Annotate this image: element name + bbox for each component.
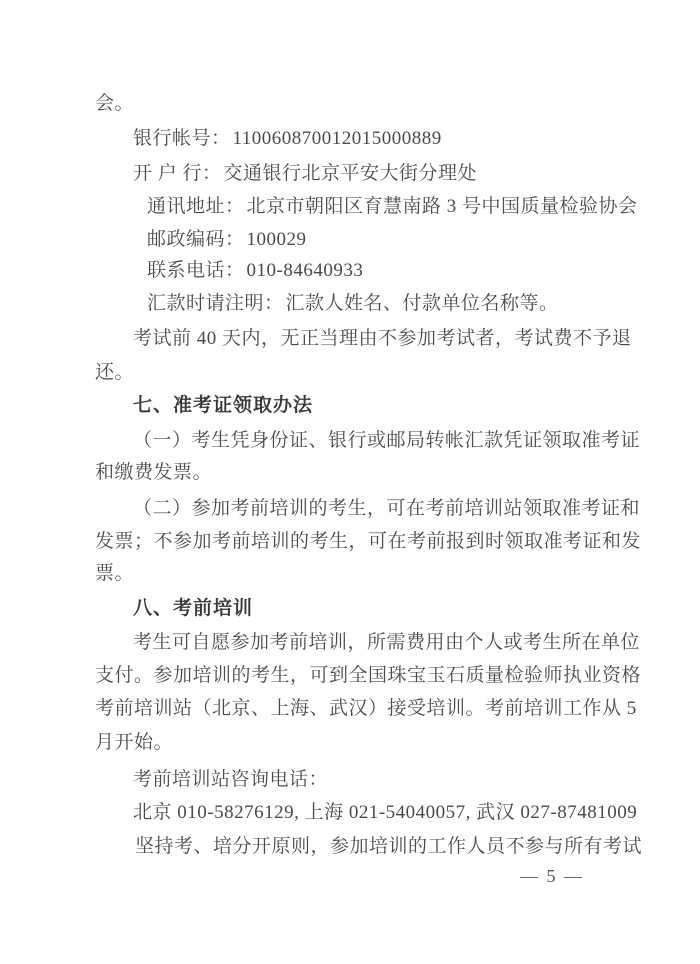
bank-account-line: [133, 127, 442, 151]
mailing-address-line: [147, 195, 638, 219]
section-8-heading: 八、考前培训: [133, 598, 254, 619]
section-8-para-1-line-3: 考前培训站（北京、上海、武汉）接受培训。考前培训工作从 5: [95, 698, 637, 719]
closing-line: 会。: [95, 93, 135, 114]
postal-code-label: 邮政编码：: [147, 229, 245, 250]
page-number: — 5 —: [520, 866, 584, 886]
bank-account-label: 银行帐号：: [133, 128, 231, 149]
training-phone-intro-line: 考前培训站咨询电话：: [133, 769, 329, 790]
section-8-para-1-line-1: 考生可自愿参加考前培训，所需费用由个人或考生所在单位: [133, 632, 641, 653]
contact-phone-label: 联系电话：: [147, 260, 245, 281]
bank-account-number: 110060870012015000889: [232, 128, 442, 149]
bank-branch-value: 交通银行北京平安大街分理处: [223, 163, 478, 184]
section-7-item-1-line-2: 和缴费发票。: [95, 462, 213, 483]
postal-code-value: 100029: [246, 229, 307, 250]
section-8-para-1-line-4: 月开始。: [95, 732, 174, 753]
section-8-para-1-line-2: 支付。参加培训的考生，可到全国珠宝玉石质量检验师执业资格: [95, 665, 642, 686]
section-7-item-2-line-3: 票。: [95, 563, 135, 584]
section-7-item-2-line-1: （二）参加考前培训的考生，可在考前培训站领取准考证和: [133, 498, 641, 519]
contact-phone-line: [147, 259, 363, 283]
refund-policy-line-2: 还。: [95, 362, 135, 383]
exam-training-separation-line: 坚持考、培分开原则，参加培训的工作人员不参与所有考试: [135, 836, 643, 857]
refund-policy-line-1: 考试前 40 天内，无正当理由不参加考试者，考试费不予退: [133, 328, 632, 349]
section-7-item-2-line-2: 发票；不参加考前培训的考生，可在考前报到时领取准考证和发: [95, 531, 642, 552]
bank-branch-line: [133, 162, 477, 186]
postal-code-line: [147, 228, 307, 252]
contact-phone-value: 010-84640933: [246, 260, 364, 281]
remittance-note-value: 汇款人姓名、付款单位名称等。: [285, 293, 559, 314]
section-7-heading: 七、准考证领取办法: [133, 395, 314, 416]
bank-branch-label: 开 户 行：: [133, 163, 222, 184]
remittance-note-label: 汇款时请注明：: [147, 293, 284, 314]
mailing-address-value: 北京市朝阳区育慧南路 3 号中国质量检验协会: [246, 196, 638, 217]
remittance-note-line: [147, 292, 559, 316]
mailing-address-label: 通讯地址：: [147, 196, 245, 217]
section-7-item-1-line-1: （一）考生凭身份证、银行或邮局转帐汇款凭证领取准考证: [133, 430, 641, 451]
training-phone-numbers-line: 北京 010-58276129, 上海 021-54040057, 武汉 027-87481009: [133, 802, 638, 823]
